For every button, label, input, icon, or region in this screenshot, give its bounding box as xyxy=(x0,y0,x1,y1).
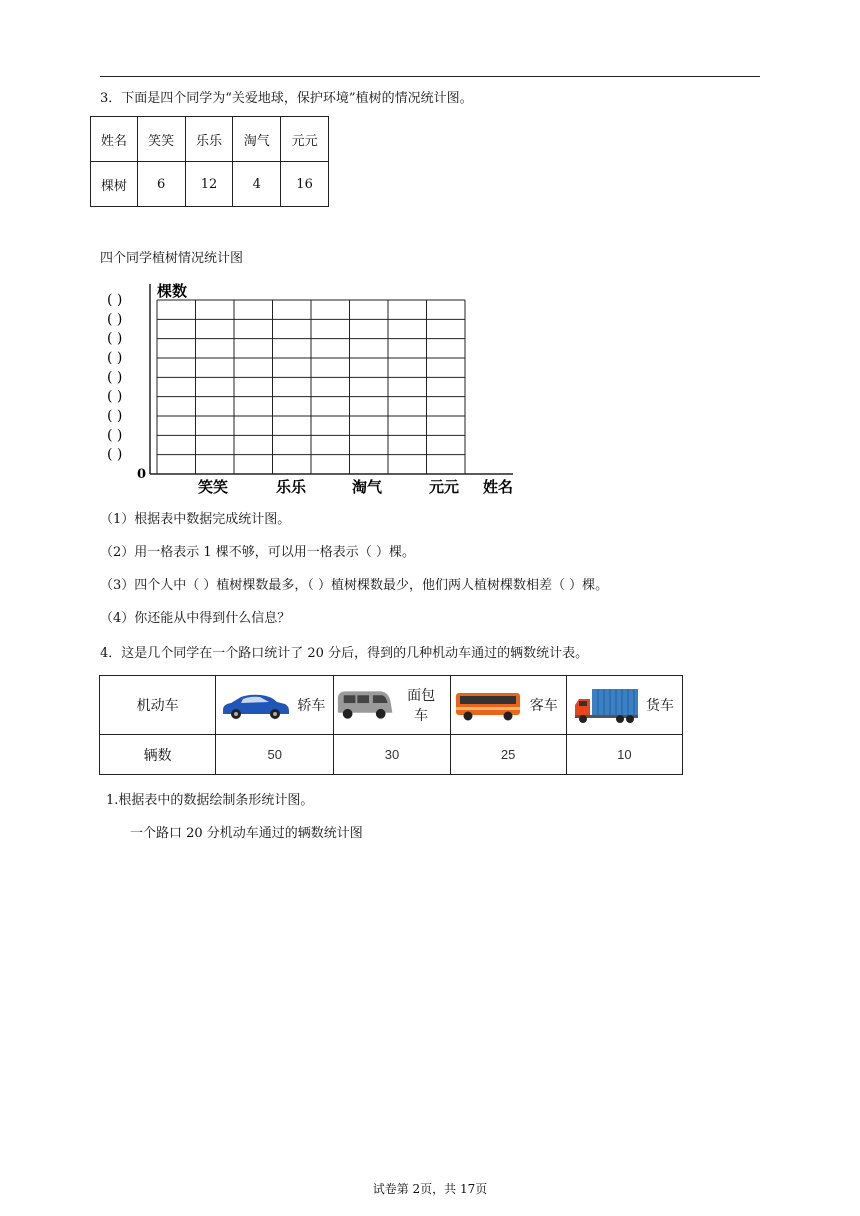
vehicle-label: 轿车 xyxy=(297,698,326,714)
y-axis-blank-labels xyxy=(107,292,122,463)
chart-grid xyxy=(157,300,465,474)
y-tick-blank: ( ) xyxy=(107,350,123,366)
q3-sub3: （3）四个人中（ ）植树棵数最多，（ ）植树棵数最少，他们两人植树棵数相差（ ）棵。 xyxy=(100,578,609,593)
vehicle-label: 客车 xyxy=(529,698,558,714)
q3-header-trees: 棵树 xyxy=(91,162,138,207)
x-axis-label: 姓名 xyxy=(483,478,514,496)
q3-sub1: （1）根据表中数据完成统计图。 xyxy=(100,512,291,527)
q4-chart-title: 一个路口 20 分机动车通过的辆数统计图 xyxy=(130,826,363,841)
q3-name-cell: 淘气 xyxy=(233,117,281,162)
y-tick-blank: ( ) xyxy=(107,311,123,328)
q4-vehicle-cell xyxy=(566,676,682,735)
van-icon xyxy=(334,687,394,723)
q4-header-vehicle: 机动车 xyxy=(100,676,216,735)
q4-vehicle-cell xyxy=(216,676,334,735)
truck-icon xyxy=(572,686,640,724)
bus-icon xyxy=(454,687,524,723)
q4-count-cell: 50 xyxy=(216,735,334,775)
q3-sub2: （2）用一格表示 1 棵不够，可以用一格表示（ ）棵。 xyxy=(100,545,415,560)
q3-intro: 3．下面是四个同学为“关爱地球，保护环境”植树的情况统计图。 xyxy=(100,91,473,106)
y-tick-blank: ( ) xyxy=(107,408,123,424)
y-tick-blank: ( ) xyxy=(107,427,123,444)
q4-count-cell: 30 xyxy=(334,735,450,775)
origin-label: 0 xyxy=(137,467,147,482)
q4-vehicle-cell xyxy=(450,676,566,735)
q4-count-cell: 10 xyxy=(566,735,682,775)
vehicle-label: 面包车 xyxy=(407,688,436,724)
y-tick-blank: ( ) xyxy=(107,388,123,405)
q4-count-cell: 25 xyxy=(450,735,566,775)
vehicle-label: 货车 xyxy=(646,698,674,714)
q3-sub4: （4）你还能从中得到什么信息？ xyxy=(100,611,291,626)
q3-header-name: 姓名 xyxy=(91,117,138,162)
q3-name-cell: 乐乐 xyxy=(185,117,233,162)
q3-name-cell: 笑笑 xyxy=(137,117,185,162)
car-icon xyxy=(219,690,291,720)
y-tick-blank: ( ) xyxy=(107,292,123,308)
q4-header-count: 辆数 xyxy=(100,735,216,775)
q3-blank-chart xyxy=(95,280,525,500)
y-tick-blank: ( ) xyxy=(107,369,123,386)
q4-table xyxy=(99,675,683,775)
top-rule xyxy=(100,76,760,77)
q3-value-cell: 6 xyxy=(137,162,185,207)
x-tick-label: 乐乐 xyxy=(276,478,307,496)
q4-vehicle-cell xyxy=(334,676,450,735)
x-tick-label: 笑笑 xyxy=(198,478,229,496)
q3-value-cell: 16 xyxy=(281,162,329,207)
y-tick-blank: ( ) xyxy=(107,330,123,347)
q4-sub1: 1.根据表中的数据绘制条形统计图。 xyxy=(106,793,314,808)
x-tick-label: 元元 xyxy=(429,478,460,496)
y-axis-label: 棵数 xyxy=(157,282,188,300)
q3-name-cell: 元元 xyxy=(281,117,329,162)
q3-value-cell: 4 xyxy=(233,162,281,207)
q3-value-cell: 12 xyxy=(185,162,233,207)
page-footer: 试卷第 2页，共 17页 xyxy=(372,1182,488,1196)
q3-chart-title: 四个同学植树情况统计图 xyxy=(100,251,244,266)
x-tick-label: 淘气 xyxy=(352,478,383,496)
y-tick-blank: ( ) xyxy=(107,446,123,463)
q4-intro: 4．这是几个同学在一个路口统计了 20 分后，得到的几种机动车通过的辆数统计表。 xyxy=(100,646,589,661)
q3-table xyxy=(90,116,329,207)
